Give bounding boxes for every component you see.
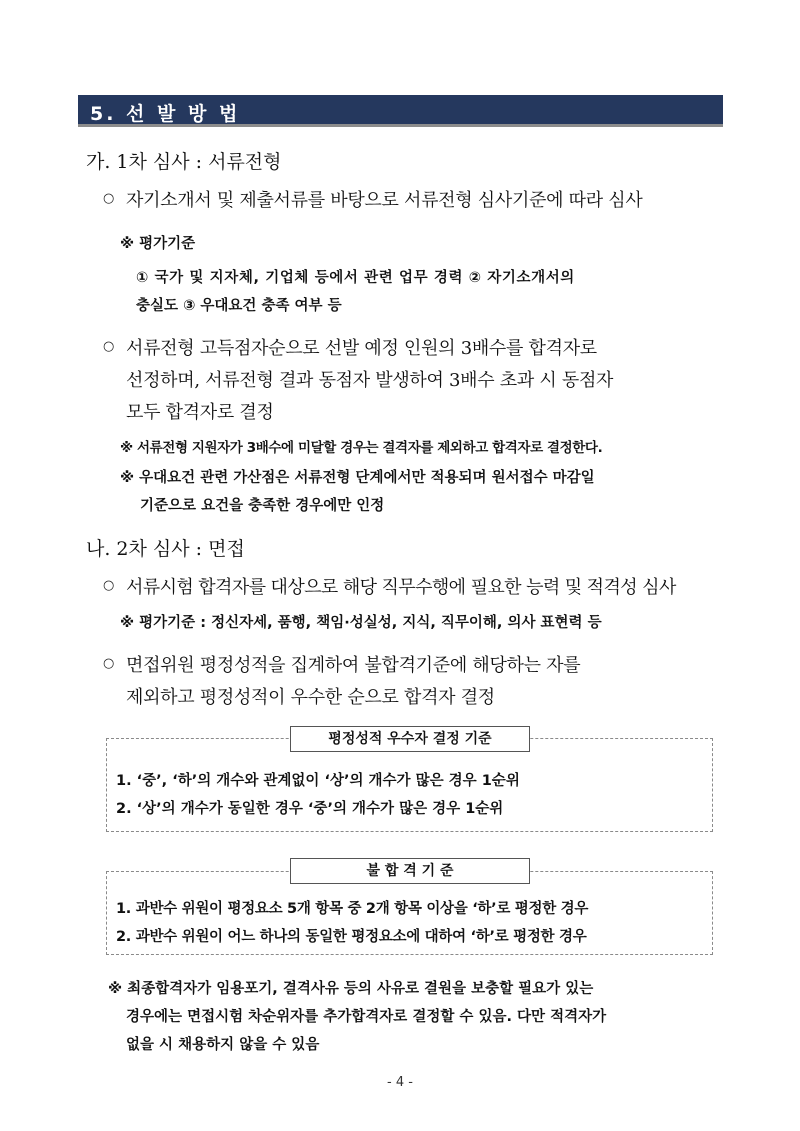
page-number: - 4 - [387,1075,413,1090]
stage1-note2-line1: ※ 우대요건 관련 가산점은 서류전형 단계에서만 적용되며 원서접수 마감일 [120,470,595,486]
excellence-criteria-line2: 2. ‘상’의 개수가 동일한 경우 ‘중’의 개수가 많은 경우 1순위 [116,801,504,817]
stage2-bullet2-line2: 제외하고 평정성적이 우수한 순으로 합격자 결정 [126,687,495,708]
fail-criteria-line1: 1. 과반수 위원이 평정요소 5개 항목 중 2개 항목 이상을 ‘하’로 평정한 경우 [116,901,589,917]
section-header [78,95,723,127]
stage1-note1: ※ 서류전형 지원자가 3배수에 미달할 경우는 결격자를 제외하고 합격자로 결정한다. [120,440,603,456]
stage2-criteria: ※ 평가기준 : 정신자세, 품행, 책임·성실성, 지식, 직무이해, 의사 표현력 등 [120,615,602,631]
stage1-criteria-line2: 충실도 ③ 우대요건 충족 여부 등 [136,298,342,314]
stage2-bullet2-line1: 면접위원 평정성적을 집계하여 불합격기준에 해당하는 자를 [126,655,581,676]
stage2-title: 나. 2차 심사 : 면접 [86,538,245,560]
stage2-bullet1: 서류시험 합격자를 대상으로 해당 직무수행에 필요한 능력 및 적격성 심사 [126,577,676,598]
final-note-line2: 경우에는 면접시험 차순위자를 추가합격자로 결정할 수 있음. 다만 적격자가 [126,1009,607,1025]
stage1-note2-line2: 기준으로 요건을 충족한 경우에만 인정 [140,498,385,514]
bullet-icon: ○ [103,339,115,354]
bullet-icon: ○ [103,191,115,206]
stage1-bullet2-line1: 서류전형 고득점자순으로 선발 예정 인원의 3배수를 합격자로 [126,338,597,359]
stage1-criteria-line1: ① 국가 및 지자체, 기업체 등에서 관련 업무 경력 ② 자기소개서의 [136,270,575,286]
stage1-bullet1: 자기소개서 및 제출서류를 바탕으로 서류전형 심사기준에 따라 심사 [126,190,643,211]
stage1-bullet2-line3: 모두 합격자로 결정 [126,402,274,423]
bullet-icon: ○ [103,656,115,671]
bullet-icon: ○ [103,578,115,593]
stage1-title: 가. 1차 심사 : 서류전형 [86,151,282,173]
final-note-line3: 없을 시 채용하지 않을 수 있음 [126,1037,320,1053]
final-note-line1: ※ 최종합격자가 임용포기, 결격사유 등의 사유로 결원을 보충할 필요가 있는 [108,981,594,997]
stage1-bullet2-line2: 선정하며, 서류전형 결과 동점자 발생하여 3배수 초과 시 동점자 [126,370,614,391]
stage1-criteria-label: ※ 평가기준 [120,236,196,252]
section-title: 5. 선 발 방 법 [90,103,241,125]
fail-criteria-title: 불 합 격 기 준 [290,858,530,884]
excellence-criteria-title: 평정성적 우수자 결정 기준 [290,726,530,752]
excellence-criteria-line1: 1. ‘중’, ‘하’의 개수와 관계없이 ‘상’의 개수가 많은 경우 1순위 [116,773,520,789]
fail-criteria-line2: 2. 과반수 위원이 어느 하나의 동일한 평정요소에 대하여 ‘하’로 평정한 경우 [116,929,587,945]
